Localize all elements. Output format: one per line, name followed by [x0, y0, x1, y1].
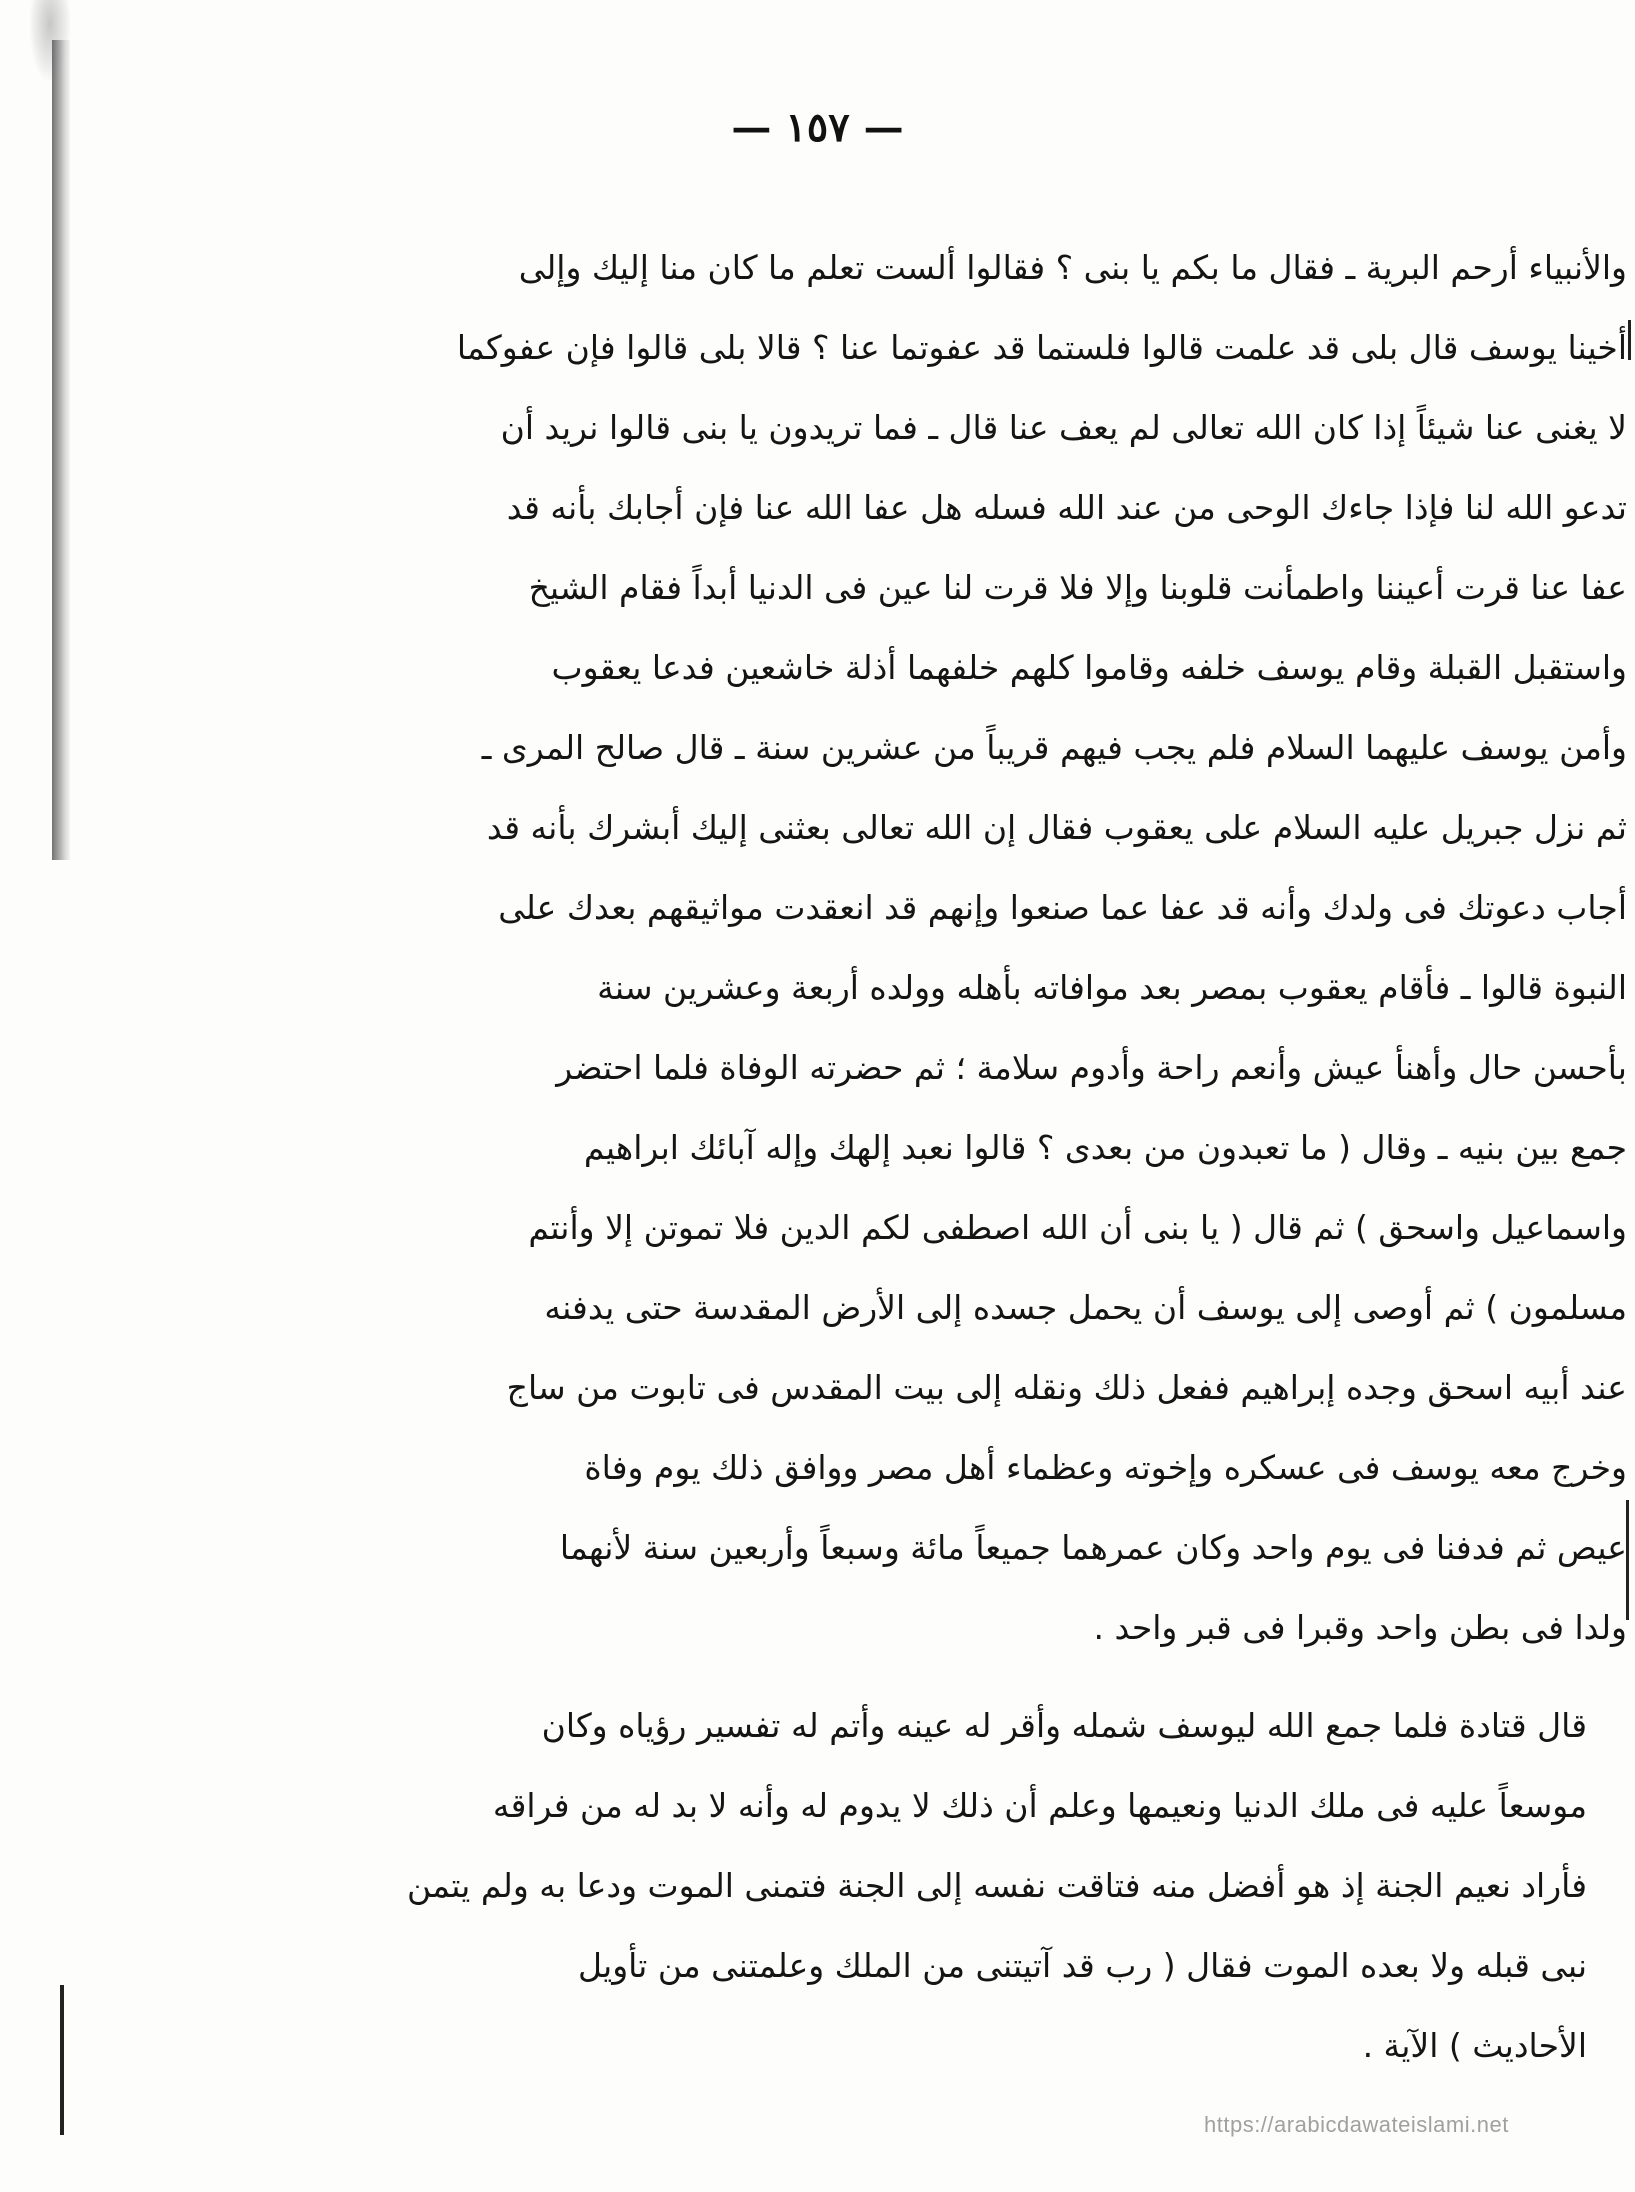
text-line: واستقبل القبلة وقام يوسف خلفه وقاموا كلهم خلفهما أذلة خاشعين فدعا يعقوب: [551, 648, 1627, 687]
source-watermark: https://arabicdawateislami.net: [1204, 2112, 1509, 2137]
text-line: ثم نزل جبريل عليه السلام على يعقوب فقال إن الله تعالى بعثنى إليك أبشرك بأنه قد: [486, 808, 1627, 847]
text-line: فأراد نعيم الجنة إذ هو أفضل منه فتاقت نفسه إلى الجنة فتمنى الموت ودعا به ولم يتمن: [407, 1866, 1587, 1905]
text-line: جمع بين بنيه ـ وقال ( ما تعبدون من بعدى ؟ قالوا نعبد إلهك وإله آبائك ابراهيم: [583, 1128, 1627, 1167]
text-line: موسعاً عليه فى ملك الدنيا ونعيمها وعلم أن ذلك لا يدوم له وأنه لا بد له من فراقه: [492, 1786, 1587, 1825]
text-line: بأحسن حال وأهنأ عيش وأنعم راحة وأدوم سلامة ؛ ثم حضرته الوفاة فلما احتضر: [556, 1048, 1627, 1087]
text-line: عند أبيه اسحق وجده إبراهيم ففعل ذلك ونقله إلى بيت المقدس فى تابوت من ساج: [506, 1368, 1627, 1407]
text-line: عفا عنا قرت أعيننا واطمأنت قلوبنا وإلا فلا قرت لنا عين فى الدنيا أبداً فقام الشيخ: [528, 568, 1627, 607]
margin-mark-left: [60, 1985, 64, 2135]
paragraph-1: [250, 228, 1635, 1668]
text-line: أخينا يوسف قال بلى قد علمت قالوا فلستما قد عفوتما عنا ؟ قالا بلى قالوا فإن عفوكما: [456, 328, 1627, 367]
text-line: وخرج معه يوسف فى عسكره وإخوته وعظماء أهل مصر ووافق ذلك يوم وفاة: [584, 1448, 1627, 1487]
text-line: لا يغنى عنا شيئاً إذا كان الله تعالى لم يعف عنا قال ـ فما تريدون يا بنى قالوا نريد أن: [500, 408, 1627, 447]
text-line: نبى قبله ولا بعده الموت فقال ( رب قد آتيتنى من الملك وعلمتنى من تأويل: [578, 1946, 1587, 1985]
text-line: النبوة قالوا ـ فأقام يعقوب بمصر بعد موافاته بأهله وولده أربعة وعشرين سنة: [597, 968, 1627, 1007]
text-line: والأنبياء أرحم البرية ـ فقال ما بكم يا بنى ؟ فقالوا ألست تعلم ما كان منا إليك وإلى: [518, 248, 1627, 287]
text-line: عيص ثم فدفنا فى يوم واحد وكان عمرهما جميعاً مائة وسبعاً وأربعين سنة لأنهما: [559, 1528, 1627, 1567]
text-line: وأمن يوسف عليهما السلام فلم يجب فيهم قريباً من عشرين سنة ـ قال صالح المرى ـ: [481, 728, 1627, 767]
text-line: مسلمون ) ثم أوصى إلى يوسف أن يحمل جسده إلى الأرض المقدسة حتى يدفنه: [544, 1288, 1627, 1327]
text-line: الأحاديث ) الآية .: [1362, 2026, 1587, 2065]
paragraph-2: [230, 1686, 1635, 2086]
text-line: تدعو الله لنا فإذا جاءك الوحى من عند الله فسله هل عفا الله عنا فإن أجابك بأنه قد: [506, 488, 1627, 527]
text-line: ولدا فى بطن واحد وقبرا فى قبر واحد .: [1093, 1608, 1627, 1647]
page-number: — ١٥٧ —: [731, 104, 904, 151]
text-line: أجاب دعوتك فى ولدك وأنه قد عفا عما صنعوا وإنهم قد انعقدت مواثيقهم بعدك على: [498, 888, 1627, 927]
text-line: واسماعيل واسحق ) ثم قال ( يا بنى أن الله اصطفى لكم الدين فلا تموتن إلا وأنتم: [528, 1208, 1627, 1247]
scan-binding-edge: [52, 40, 70, 860]
text-line: قال قتادة فلما جمع الله ليوسف شمله وأقر له عينه وأتم له تفسير رؤياه وكان: [541, 1706, 1587, 1745]
